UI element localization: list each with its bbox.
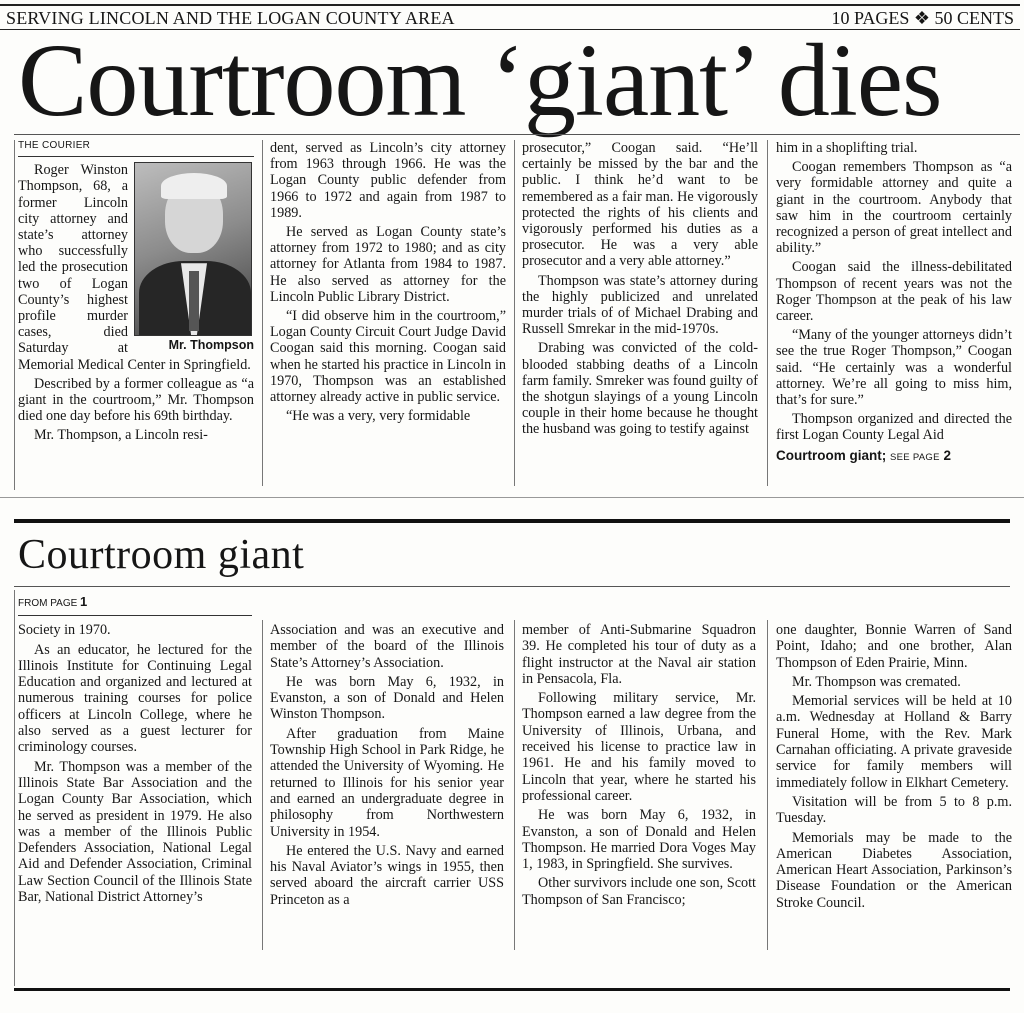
paragraph: Following military service, Mr. Thompson earned a law degree from the University of Illinois, Urbana, and received his license to practice law in 1961. He and his family moved to Lincoln that year, where he started his professional career.	[522, 690, 756, 804]
paragraph: “Many of the younger attorneys didn’t see the true Roger Thompson,” Coogan said. “He certainly was a wonderful attorney. We’re all going to miss him, that’s for sure.”	[776, 327, 1012, 409]
paragraph: Mr. Thompson, a Lincoln resi-	[34, 427, 208, 444]
paragraph: He entered the U.S. Navy and earned his Naval Aviator’s wings in 1955, then served aboard the aircraft carrier USS Princeton as a	[270, 842, 504, 908]
paragraph: “He was a very, very formidable	[286, 408, 471, 425]
paragraph: As an educator, he lectured for the Illinois Institute for Continuing Legal Education and organized and lectured at numerous training courses for police officers at Lincoln College, where he also served as a guest lecturer for criminology courses.	[18, 641, 252, 756]
story2-column-3	[522, 622, 756, 911]
paragraph: He was born May 6, 1932, in Evanston, a son of Donald and Helen Thompson. He married Dora Voges May 1, 1983, in Springfield. She survives.	[522, 807, 756, 873]
paragraph: Roger Winston Thompson, 68, a former Lincoln city attorney and state’s attorney who successfully led the prosecution two of Logan County’s highest profile murder cases, died Saturday at Memorial Medical Center in Springfield.	[18, 162, 251, 373]
paragraph: “I did observe him in the courtroom,” Logan County Circuit Court Judge David Coogan said this morning. Coogan said when he started his practice in Lincoln in 1970, Thompson was an established attorney already active in public service.	[270, 308, 506, 406]
story2-column-1	[18, 594, 252, 908]
story2-column-2	[270, 622, 504, 911]
paragraph: After graduation from Maine Township High School in Park Ridge, he attended the University of Wyoming. He returned to Illinois for his senior year and earned an undergraduate degree in philosophy from Northwestern University in 1954.	[270, 725, 504, 840]
paragraph: Coogan remembers Thompson as “a very formidable attorney and quite a giant in the courtroom. Anybody that saw him in the courtroom certainly recognized a person of great intellect and ability.”	[776, 159, 1012, 257]
paragraph: him in a shoplifting trial.	[776, 140, 918, 156]
from-page-label	[18, 594, 252, 616]
masthead-price: 10 PAGES ❖ 50 CENTS	[831, 8, 1014, 28]
continuation-top-rule	[14, 519, 1010, 523]
bottom-rule	[14, 988, 1010, 991]
paragraph: prosecutor,” Coogan said. “He’ll certainly be missed by the bar and the public. I think he’d want to be remembered as a fair man. He vigorously protected the rights of his clients and vigorously performed his duties as a prosecutor. He was a very able prosecutor and a very able attorney.”	[522, 140, 758, 270]
paragraph: dent, served as Lincoln’s city attorney from 1963 through 1966. He was the Logan County public defender from 1966 to 1972 and again from 1987 to 1989.	[270, 140, 506, 221]
paragraph: Association and was an executive and member of the board of the Illinois State’s Attorney’s Association.	[270, 622, 504, 671]
paragraph: Drabing was convicted of the cold-blooded stabbing deaths of a Lincoln farm family. Smreker was found guilty of the shotgun slayings of a young Lincoln couple in their home because he thought the husband was going to testify against	[522, 340, 758, 438]
paragraph: Memorial services will be held at 10 a.m. Wednesday at Holland & Barry Funeral Home, with the Rev. Mark Carnahan officiating. A private graveside service for family members will immediately follow in Elkhart Cemetery.	[776, 693, 1012, 791]
byline: THE COURIER	[18, 138, 254, 157]
paragraph: Mr. Thompson was a member of the Illinois State Bar Association and the Logan County Bar Association, which he served as president in 1979. He also was a member of the Illinois Public Defenders Association, National Legal Aid and Defender Association, Criminal Law Section Council of the Illinois State Bar, National District Attorney’s	[18, 758, 252, 906]
jump-see-label: SEE PAGE	[890, 451, 940, 463]
from-page-number: 1	[80, 594, 88, 609]
paragraph: Coogan said the illness-debilitated Thompson of recent years was not the Roger Thompson at the peak of his law career.	[776, 259, 1012, 325]
continuation-headline: Courtroom giant	[18, 532, 305, 578]
paragraph: He served as Logan County state’s attorney from 1972 to 1980; and as city attorney for Atlanta from 1984 to 1987. He also served as attorney for the Lincoln Public Library District.	[270, 224, 506, 305]
masthead-tagline: SERVING LINCOLN AND THE LOGAN COUNTY AREA	[6, 8, 455, 28]
paragraph: Other survivors include one son, Scott Thompson of San Francisco;	[522, 875, 756, 908]
from-page-text: FROM PAGE	[18, 598, 78, 609]
paragraph: Memorials may be made to the American Diabetes Association, American Heart Association, Parkinson’s Disease Foundation or the American Stroke Council.	[776, 829, 1012, 911]
paragraph: one daughter, Bonnie Warren of Sand Point, Idaho; and one brother, Alan Thompson of Eden Prairie, Minn.	[776, 622, 1012, 671]
paragraph: Visitation will be from 5 to 8 p.m. Tuesday.	[776, 793, 1012, 827]
paragraph: Described by a former colleague as “a giant in the courtroom,” Mr. Thompson died one day before his 69th birthday.	[18, 375, 254, 425]
story2-column-4	[776, 622, 1012, 914]
photo-caption: Mr. Thompson	[168, 338, 254, 353]
paragraph: Society in 1970.	[18, 622, 111, 639]
column-rule	[262, 620, 263, 950]
column-rule	[767, 620, 768, 950]
paragraph: He was born May 6, 1932, in Evanston, a son of Donald and Helen Winston Thompson.	[270, 673, 504, 723]
paragraph: Thompson organized and directed the first Logan County Legal Aid	[776, 411, 1012, 444]
main-headline: Courtroom ‘giant’ dies	[18, 23, 942, 138]
paragraph: member of Anti-Submarine Squadron 39. He completed his tour of duty as a flight instructor at the Naval air station in Pensacola, Fla.	[522, 622, 756, 687]
column-rule	[514, 620, 515, 950]
column-rule	[14, 590, 15, 986]
continuation-headline-rule	[14, 586, 1010, 587]
paragraph: Mr. Thompson was cremated.	[792, 673, 961, 690]
jump-page-number: 2	[943, 447, 952, 463]
paragraph: Thompson was state’s attorney during the highly publicized and unrelated murder trials of of Michael Drabing and Russell Smrekar in the mid-1970s.	[522, 272, 758, 338]
jump-title: Courtroom giant;	[776, 447, 887, 463]
